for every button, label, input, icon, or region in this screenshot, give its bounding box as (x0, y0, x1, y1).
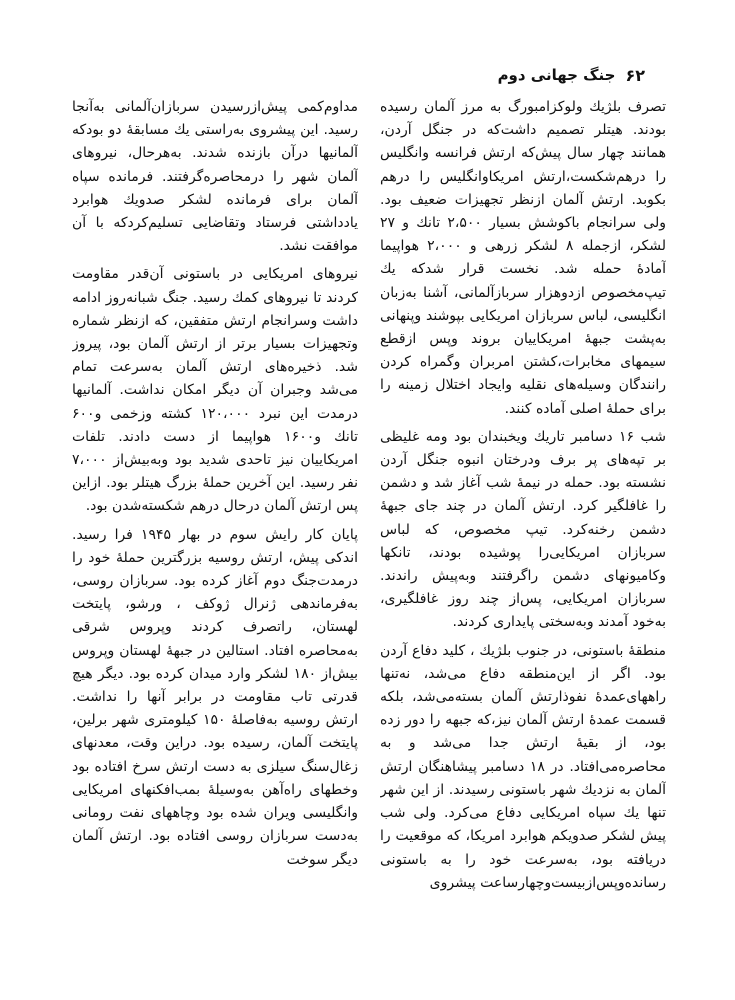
paragraph: نیروهای امریكایی در باستونی آن‌قدر مقاومت كردند تا نیروهای كمك رسید. جنگ شبانه‌روز ادامه داشت وسرانجام ارتش متفقین، كه ازنظر شماره وتجهیزات بسیار برتر از ارتش آلمان بود، پیروز شد. ذخیره‌های ارتش آلمان به‌سرعت تمام می‌شد وجبران آن دیگر امكان نداشت. آلمانیها درمدت این نبرد ۱۲۰،۰۰۰ كشته وزخمی و۶۰۰ تانك و۱۶۰۰ هواپیما از دست دادند. تلفات امریكاییان نیز تاحدی شدید بود وبه‌بیش‌از ۷،۰۰۰ نفر رسید. این آخرین حملهٔ بزرگ هیتلر بود. ازاین پس ارتش آلمان درحال درهم شكسته‌شدن بود. (72, 266, 358, 515)
running-title: جنگ جهانی دوم (497, 66, 616, 84)
page-header (90, 60, 645, 90)
left-column (72, 96, 358, 938)
paragraph: مداوم‌كمی پیش‌ازرسیدن سربازان‌آلمانی به‌آنجا رسید. این پیشروی به‌راستی یك مسابقهٔ دو بودكه آلمانیها درآن بازنده شدند. به‌هرحال، نیروهای آلمان شهر را درمحاصره‌گرفتند. فرمانده سپاه آلمان برای فرمانده لشكر صدویك هوابرد یادداشتی فرستاد وتقاضایی تسلیم‌كردكه با آن موافقت نشد. (72, 99, 358, 255)
right-column (380, 96, 666, 938)
paragraph: شب ۱۶ دسامبر تاریك ویخبندان بود ومه غلیظی بر تپه‌های پر برف ودرختان انبوه جنگل آردن نشسته بود. حمله در نیمهٔ شب آغاز شد و دشمن را غافلگیر كرد. ارتش آلمان در چند جای جبههٔ دشمن رخنه‌كرد. تیپ مخصوص، كه لباس سربازان امریكایی‌را پوشیده بودند، تانكها وكامیونهای دشمن راگرفتند وبه‌پیش راندند. سربازان امریكایی، پس‌از چند روز غافلگیری، به‌خود آمدند وبه‌سختی پایداری كردند. (380, 428, 666, 631)
page-number: ۶۲ (625, 65, 645, 85)
paragraph: پایان كار رایش سوم در بهار ۱۹۴۵ فرا رسید. اندكی پیش، ارتش روسیه بزرگترین حملهٔ خود را درمدت‌جنگ دوم آغاز كرده بود. سربازان روسی، به‌فرماندهی ژنرال ژوكف ، ورشو، پایتخت لهستان، راتصرف كردند وپروس شرقی به‌محاصره افتاد. استالین در جبههٔ لهستان وپروس بیش‌از ۱۸۰ لشكر وارد میدان كرده بود. دیگر هیچ قدرتی تاب مقاومت در برابر آنها را نداشت. ارتش روسیه به‌فاصلهٔ ۱۵۰ كیلومتری شهر برلین، پایتخت آلمان، رسیده بود. دراین وقت، معدنهای زغال‌سنگ سیلزی به دست ارتش سرخ افتاده بود وخطهای راه‌آهن به‌وسیلهٔ بمب‌افكنهای امریكایی وانگلیسی ویران شده بود وچاههای نفت رومانی به‌دست سربازان روسی افتاده بود. ارتش آلمان دیگر سوخت (72, 526, 358, 868)
paragraph: تصرف بلژیك ولوكزامبورگ به مرز آلمان رسیده بودند. هیتلر تصمیم داشت‌كه در جنگل آردن، همانند چهار سال پیش‌كه ارتش فرانسه وانگلیس را درهم‌شكست،ارتش امریكاوانگلیس را درهم بكوبد. ارتش آلمان ازنظر تجهیزات ضعیف بود. ولی سرانجام باكوشش بسیار ۲،۵۰۰ تانك و ۲۷ لشكر، ازجمله ۸ لشكر زرهی و ۲،۰۰۰ هواپیما آمادهٔ حمله شد. نخست قرار شدكه یك تیپ‌مخصوص ازدوهزار سربازآلمانی، آشنا به‌زبان انگلیسی، لباس سربازان امریكایی بپوشند وپنهانی به‌پشت جبههٔ امریكاییان بروند وپس ازقطع سیمهای مخابرات،كشتن امربران وگمراه كردن رانندگان وسیله‌های نقلیه وایجاد اختلال زمینه را برای حملهٔ اصلی آماده كنند. (380, 99, 666, 417)
paragraph: منطقهٔ باستونی، در جنوب بلژیك ، كلید دفاع آردن بود. اگر از این‌منطقه دفاع می‌شد، نه‌تنها راههای‌عمدهٔ نفوذارتش آلمان بسته‌می‌شد، بلكه قسمت عمدهٔ ارتش آلمان نیز،كه جبهه را دور زده بود، از بقیهٔ ارتش جدا می‌شد و به محاصره‌می‌افتاد. در ۱۸ دسامبر پیشاهنگان ارتش آلمان به نزدیك شهر باستونی رسیدند. از این شهر تنها یك سپاه امریكایی دفاع می‌كرد. ولی شب پیش لشكر صدویكم هوابرد امریكا، كه موقعیت را دریافته بود، به‌سرعت خود را به باستونی رسانده‌وپس‌ازبیست‌وچهارساعت پیشروی (380, 642, 666, 891)
